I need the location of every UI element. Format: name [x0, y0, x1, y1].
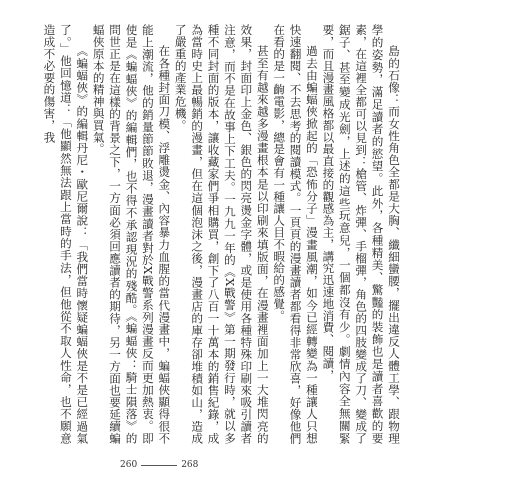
paragraph: 在各種封面刀模、浮雕燙金、內容暴力血腥的當代漫畫中，蝙蝠俠顯得很不能上潮流，他的銷量節節敗退，漫畫讀者對於X戰警系列漫畫反而更加熱衷。即使是《蝙蝠俠》的編輯們，也不得不承認現況的殘酷。《蝙蝠俠：騎士隕落》的問世正是在這樣的背景之下，一方面必須回應讀者的期待，另一方面也要延續蝙蝠俠原本的精神與買氣。 [91, 24, 172, 444]
vertical-text-body [42, 24, 402, 444]
paragraph: 島的石像：而女性角色全都是大胸、纖細蠻腰，擺出違反人體工學、跟物理學的姿勢，滿足讀者的慾望。此外，各種精美、驚豔的裝飾也是讀者喜歡的要素，在這裡全都可以見到：槍管、炸彈、手榴彈，角色的四肢變成了刀、變成了鋸子、甚至變成光劍，上述的這些玩意兒，一個都沒有少。劇情內容全無關緊要，而且漫畫風格都以最直接的觀感為主，講究迅速地消費、閱讀， [321, 24, 401, 444]
page-number-right: 268 [181, 460, 199, 470]
paragraph: 《蝙蝠俠》的編輯丹尼・歐尼爾說：「我們當時懷疑蝙蝠俠是不是已經過氣了。」他回憶道：「他顯然無法跟上當時的手法，但他從不取人性命，也不願意造成不必要的傷害，我 [42, 24, 90, 444]
page-number-left: 260 [120, 460, 138, 470]
paragraph: 甚至有越來越多漫畫根本是以印刷來填版面，在漫畫裡面加上一大堆閃亮的效果，封面印上金色、銀色的閃亮燙金字體，或是使用各種特殊印刷來吸引讀者注意，而不是在故事上下工夫。一九九一年的《X戰警》第一期發行時，就以多種不同封面的版本，讓收藏家們爭相購買，創下了八百一十萬本的銷售紀錄，成為當時史上最暢銷的漫畫，但在這個泡沫之後，漫畫店的庫存卻堆積如山，造成了嚴重的產業危機。 [173, 24, 270, 444]
paragraph: 過去由蝙蝠俠掀起的「恐怖分子」漫畫風潮，如今已經轉變為一種讓人只想快速翻閱、不去思考的閱讀模式。一頁頁的漫畫讀者都看得非常欣喜，好像他們在看的是一齣電影，總是會有一種讓人目不暇給的感覺。 [272, 24, 319, 444]
page-footer [120, 458, 198, 472]
footer-rule [141, 465, 177, 466]
